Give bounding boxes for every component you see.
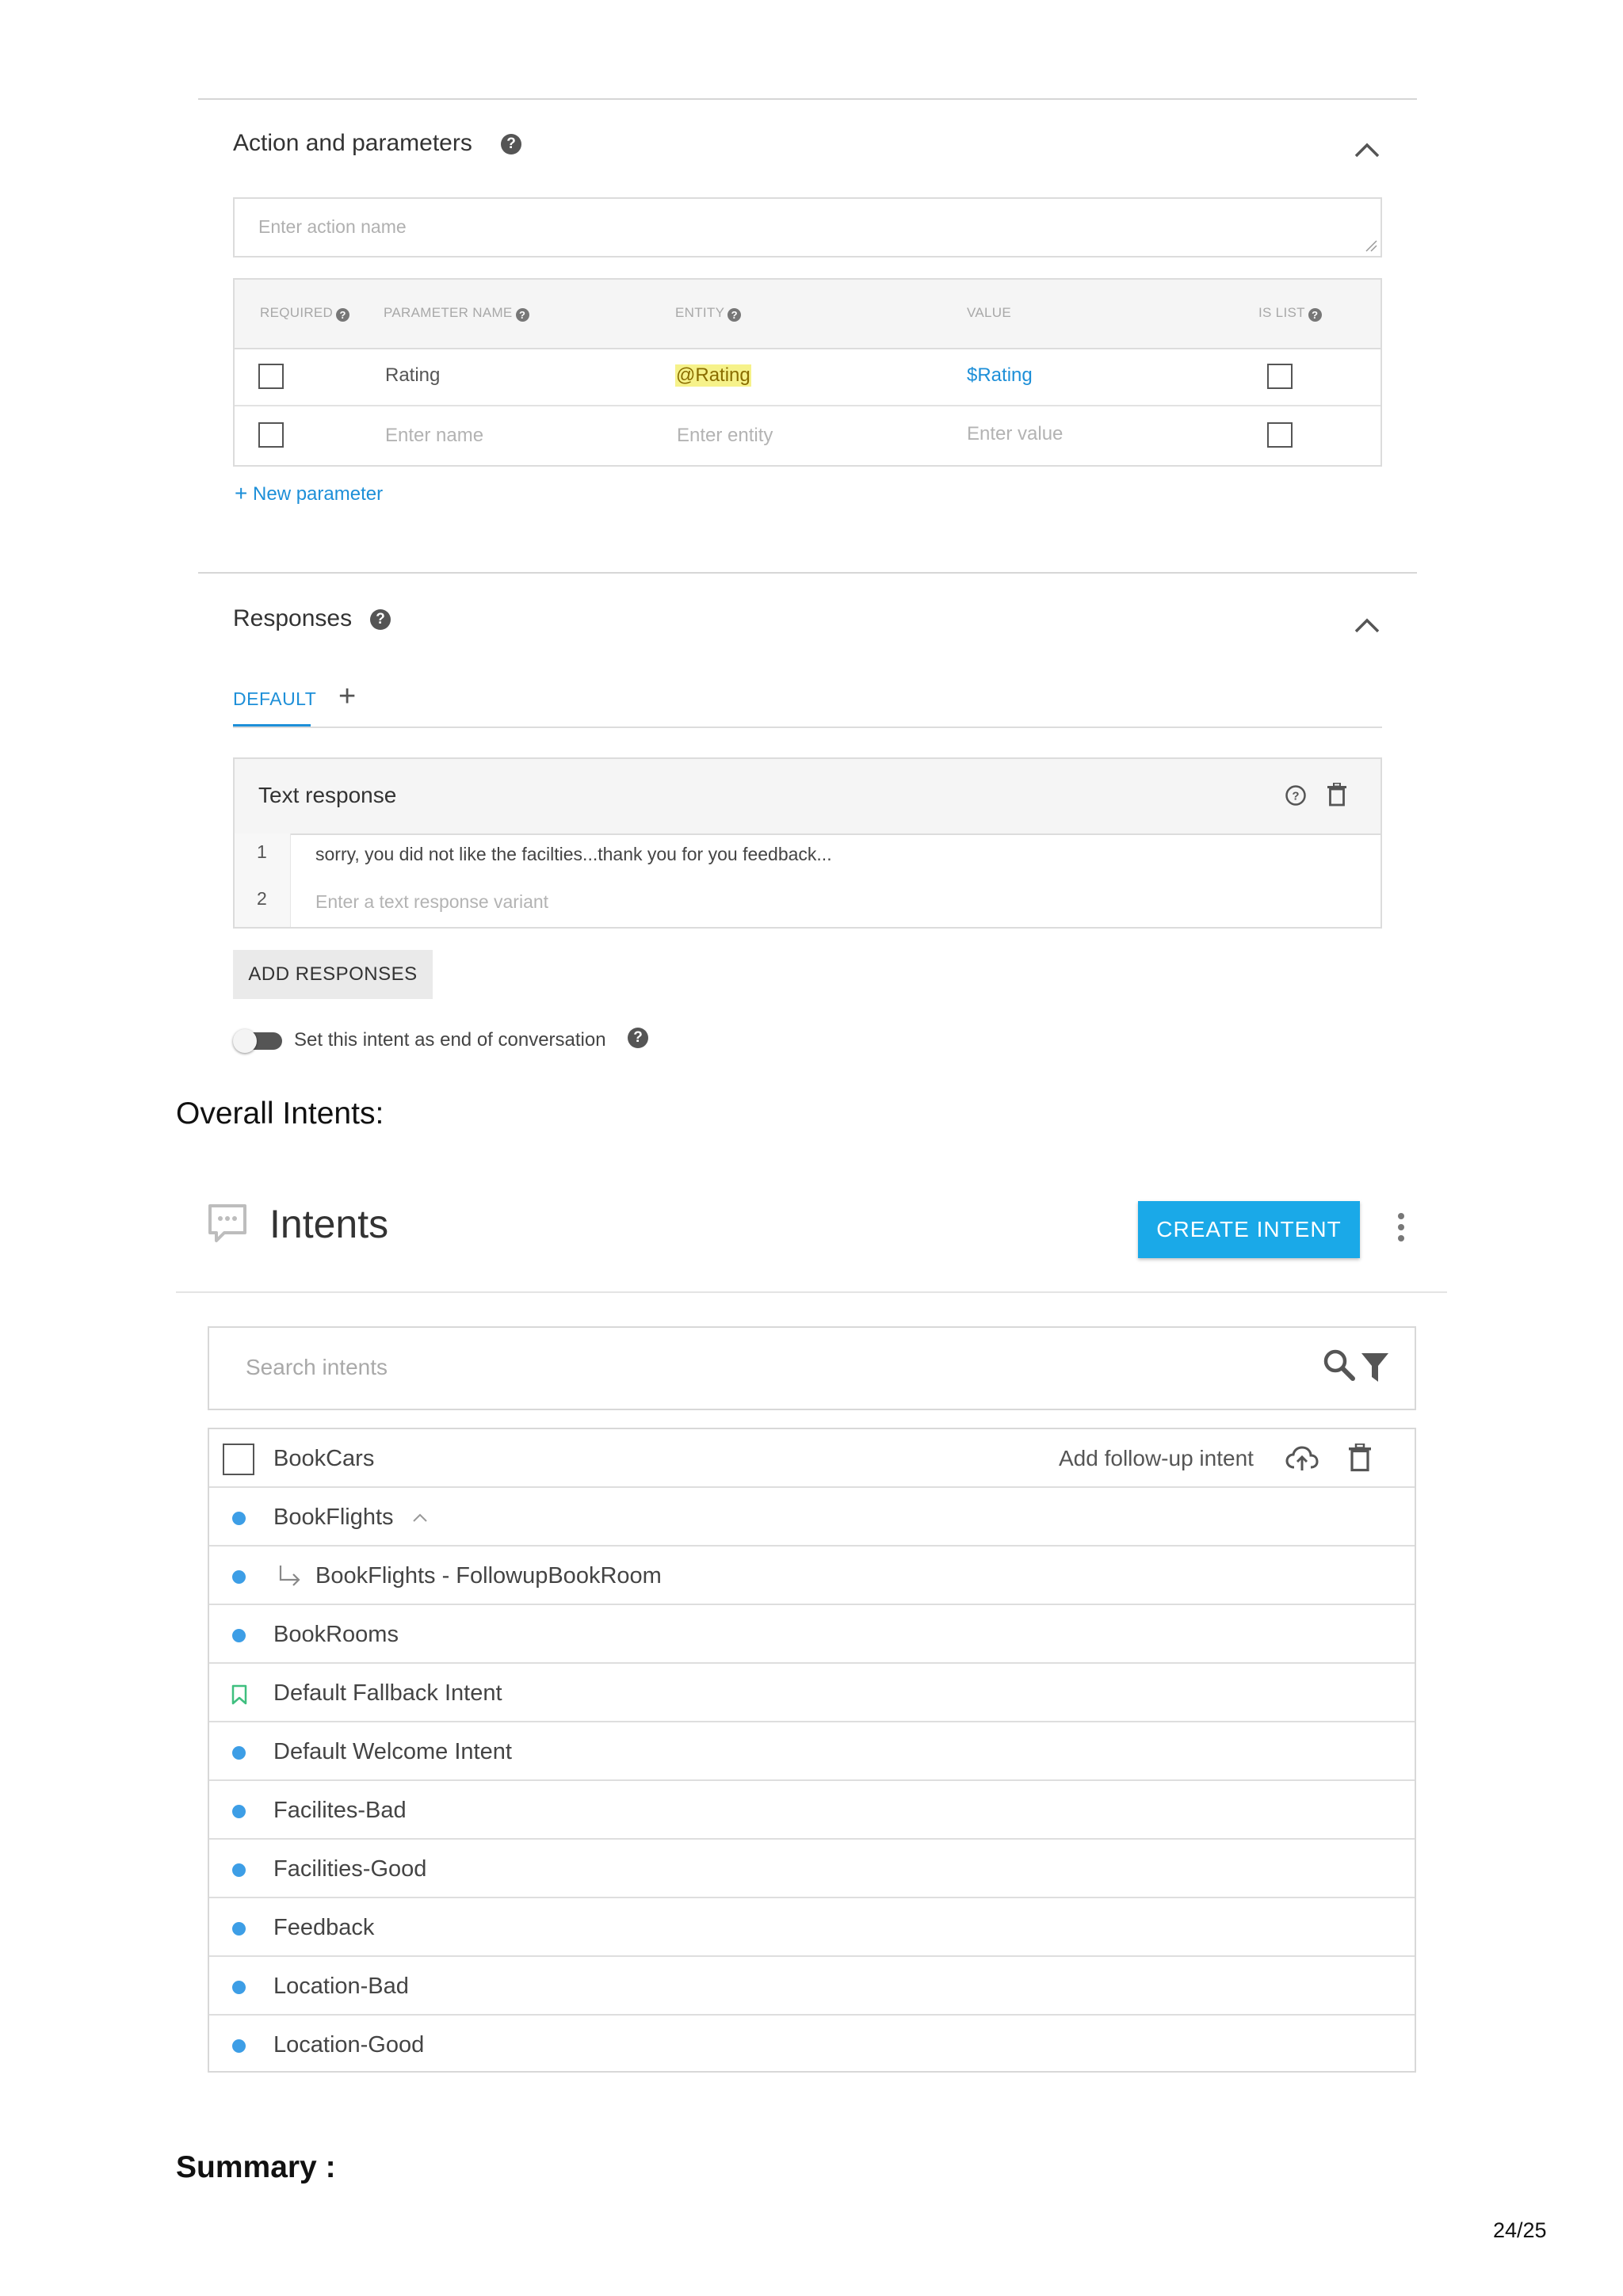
summary-heading: Summary : <box>176 2150 336 2184</box>
chevron-up-icon[interactable] <box>1354 141 1381 158</box>
intent-name[interactable]: BookFlights - FollowupBookRoom <box>315 1563 662 1589</box>
select-checkbox[interactable] <box>223 1444 254 1475</box>
parameter-name-input[interactable]: Enter name <box>385 425 484 446</box>
chevron-up-icon[interactable] <box>412 1513 428 1523</box>
col-is-list: IS LIST ? <box>1258 305 1322 322</box>
intent-row-bookrooms[interactable] <box>209 1605 1415 1664</box>
new-parameter-link[interactable] <box>235 481 383 506</box>
intent-name[interactable]: BookCars <box>273 1446 375 1471</box>
intent-name[interactable]: Feedback <box>273 1915 375 1940</box>
col-entity: ENTITY ? <box>675 305 741 322</box>
search-icon[interactable] <box>1323 1348 1356 1382</box>
intent-status-dot <box>232 1922 246 1936</box>
overall-intents-heading: Overall Intents: <box>176 1097 384 1131</box>
intent-name[interactable]: Default Welcome Intent <box>273 1739 512 1764</box>
parameter-entity-input[interactable]: Enter entity <box>677 425 773 446</box>
resize-handle-icon[interactable] <box>1365 239 1377 252</box>
intent-row-bookcars[interactable] <box>209 1429 1415 1488</box>
help-icon[interactable]: ? <box>336 308 349 322</box>
intent-name[interactable]: BookFlights <box>273 1505 394 1530</box>
action-section-title: Action and parameters <box>233 130 472 156</box>
text-response-variant-input[interactable]: Enter a text response variant <box>315 891 549 912</box>
intent-status-dot <box>232 1981 246 1994</box>
intent-row-location-bad[interactable] <box>209 1957 1415 2016</box>
parameter-value-input[interactable]: Enter value <box>967 423 1064 444</box>
help-icon[interactable]: ? <box>516 308 529 322</box>
intent-row-default-welcome[interactable] <box>209 1722 1415 1781</box>
is-list-checkbox[interactable] <box>1267 422 1293 448</box>
intent-status-dot <box>232 2039 246 2053</box>
intent-name[interactable]: Default Fallback Intent <box>273 1680 502 1706</box>
intent-name[interactable]: BookRooms <box>273 1622 399 1647</box>
search-intents-input[interactable] <box>246 1355 1272 1380</box>
cloud-upload-icon[interactable] <box>1285 1446 1319 1471</box>
intent-status-dot <box>232 1629 246 1642</box>
chevron-up-icon[interactable] <box>1354 616 1381 634</box>
end-conversation-label: Set this intent as end of conversation <box>294 1029 606 1051</box>
toggle-knob <box>233 1029 257 1053</box>
intent-status-dot <box>232 1746 246 1760</box>
text-response-header <box>235 759 1381 835</box>
intent-row-location-good[interactable] <box>209 2016 1415 2074</box>
intent-row-feedback[interactable] <box>209 1898 1415 1957</box>
intent-row-bookflights[interactable] <box>209 1488 1415 1547</box>
header-divider <box>176 1291 1447 1293</box>
add-tab-plus-icon[interactable]: + <box>338 680 357 713</box>
required-checkbox[interactable] <box>258 422 284 448</box>
page-number: 24/25 <box>1493 2218 1547 2242</box>
text-response-line[interactable]: sorry, you did not like the facilties...thank you for you feedback... <box>315 844 832 864</box>
filter-icon[interactable] <box>1361 1352 1389 1383</box>
search-intents-bar <box>208 1326 1416 1410</box>
parameters-table <box>233 278 1382 467</box>
intent-status-dot <box>232 1512 246 1525</box>
help-icon[interactable]: ? <box>1308 308 1322 322</box>
create-intent-button[interactable]: CREATE INTENT <box>1138 1201 1360 1258</box>
action-name-input[interactable] <box>233 197 1382 257</box>
trash-icon[interactable] <box>1348 1444 1372 1472</box>
responses-section-title: Responses <box>233 605 353 631</box>
intents-list <box>208 1428 1416 2073</box>
section-divider <box>198 572 1417 574</box>
parameter-row <box>235 406 1381 463</box>
action-name-placeholder: Enter action name <box>258 216 407 237</box>
col-value: VALUE <box>967 305 1011 320</box>
help-icon[interactable]: ? <box>628 1028 648 1048</box>
col-parameter-name: PARAMETER NAME ? <box>384 305 529 322</box>
intent-name[interactable]: Location-Good <box>273 2032 425 2058</box>
help-icon[interactable]: ? <box>370 609 391 630</box>
is-list-checkbox[interactable] <box>1267 364 1293 389</box>
intent-row-default-fallback[interactable] <box>209 1664 1415 1722</box>
intents-chat-icon <box>207 1203 248 1244</box>
tabs-divider <box>233 727 1382 728</box>
line-number: 2 <box>257 888 267 909</box>
intent-status-dot <box>232 1805 246 1818</box>
parameter-name[interactable]: Rating <box>385 364 441 386</box>
tab-default[interactable]: DEFAULT <box>233 688 317 709</box>
parameter-row <box>235 348 1381 406</box>
intent-row-facilities-good[interactable] <box>209 1840 1415 1898</box>
add-follow-up-intent-link[interactable]: Add follow-up intent <box>1059 1446 1254 1470</box>
bookmark-icon <box>231 1684 248 1705</box>
intents-page-title: Intents <box>269 1202 389 1246</box>
help-icon[interactable]: ? <box>501 134 521 154</box>
text-response-card <box>233 757 1382 929</box>
intent-row-followup[interactable] <box>209 1547 1415 1605</box>
intent-status-dot <box>232 1570 246 1584</box>
more-options-icon[interactable] <box>1398 1213 1404 1246</box>
intent-name[interactable]: Facilities-Good <box>273 1856 427 1882</box>
intent-name[interactable]: Location-Bad <box>273 1974 409 1999</box>
new-parameter-label: New parameter <box>253 483 384 505</box>
parameter-value[interactable]: $Rating <box>967 364 1033 386</box>
text-response-title: Text response <box>258 783 397 807</box>
add-responses-button[interactable]: ADD RESPONSES <box>233 950 433 999</box>
svg-text:?: ? <box>1292 789 1300 803</box>
end-conversation-toggle[interactable] <box>233 1027 288 1055</box>
help-icon[interactable]: ? <box>727 308 741 322</box>
help-circle-icon[interactable] <box>1285 784 1307 807</box>
subdirectory-arrow-icon <box>278 1564 302 1586</box>
intent-row-facilites-bad[interactable] <box>209 1781 1415 1840</box>
required-checkbox[interactable] <box>258 364 284 389</box>
search-placeholder: Search intents <box>246 1355 388 1379</box>
col-required: REQUIRED ? <box>260 305 349 322</box>
parameter-entity[interactable]: @Rating <box>676 364 750 386</box>
intent-status-dot <box>232 1863 246 1877</box>
trash-icon[interactable] <box>1327 783 1347 807</box>
line-number: 1 <box>257 841 267 862</box>
section-divider-top <box>198 98 1417 100</box>
intent-name[interactable]: Facilites-Bad <box>273 1798 407 1823</box>
parameters-table-header <box>235 280 1381 349</box>
plus-icon: + <box>235 481 248 505</box>
